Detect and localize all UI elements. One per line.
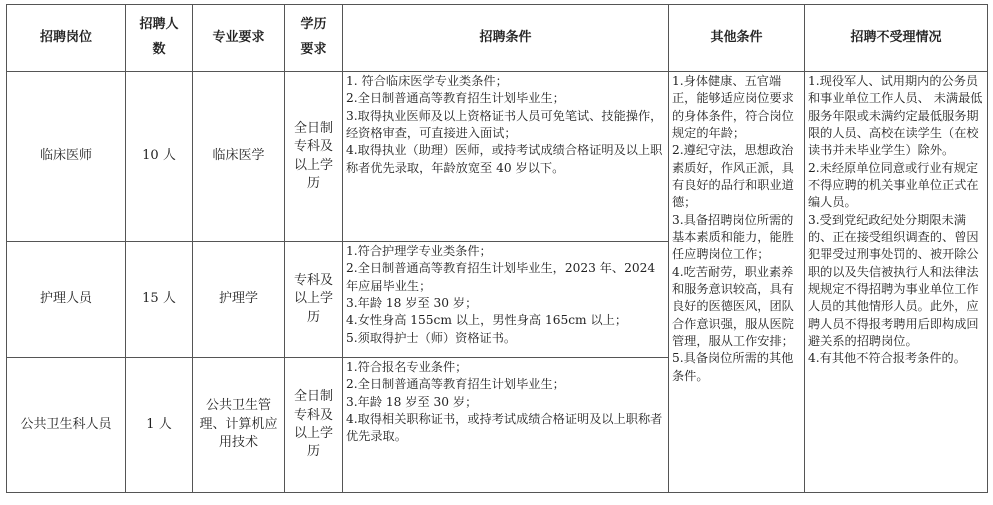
rejection-item: 1.现役军人、试用期内的公务员和事业单位工作人员、 未满最低服务年限或未满约定最低服务期限的人员、高校在读学生（在校读书并未毕业学生）除外。	[808, 74, 983, 158]
condition-item: 3.年龄 18 岁至 30 岁；	[346, 295, 478, 310]
conditions-cell	[343, 358, 669, 493]
conditions-cell	[343, 72, 669, 242]
header-edu-line1: 学历	[300, 17, 327, 33]
rejection-cell	[805, 72, 988, 493]
header-edu-line2: 要求	[300, 42, 327, 57]
position-cell: 公共卫生科人员	[7, 358, 126, 493]
education-cell: 全日制专科及以上学历	[285, 358, 343, 493]
condition-item: 3.年龄 18 岁至 30 岁；	[346, 394, 478, 409]
table-row	[7, 72, 988, 242]
condition-item: 1.符合报名专业条件；	[346, 360, 468, 374]
condition-item: 3.取得执业医师及以上资格证书人员可免笔试、技能操作，经资格审查，可直接进入面试；	[346, 108, 663, 140]
position-cell: 护理人员	[7, 242, 126, 358]
header-rejection: 招聘不受理情况	[805, 5, 988, 72]
condition-item: 4.取得相关职称证书，或持考试成绩合格证明及以上职称者优先录取。	[346, 411, 663, 444]
condition-item: 4.女性身高 155cm 以上，男性身高 165cm 以上；	[346, 313, 628, 328]
education-cell: 专科及以上学历	[285, 242, 343, 358]
header-education	[285, 5, 343, 72]
other-condition-item: 4.吃苦耐劳，职业素养和服务意识较高，具有良好的医德医风，团队合作意识强，服从医院管理，服从工作安排；	[672, 264, 794, 348]
other-condition-item: 5.具备岗位所需的其他条件。	[672, 351, 794, 383]
other-condition-item: 3.具备招聘岗位所需的基本素质和能力，能胜任应聘岗位工作；	[672, 212, 794, 262]
other-condition-item: 2.遵纪守法，思想政治素质好，作风正派，具有良好的品行和职业道德；	[672, 143, 794, 210]
header-count-line1: 招聘人	[139, 17, 179, 33]
recruitment-table	[6, 4, 988, 493]
rejection-item: 2.未经原单位同意或行业有规定不得应聘的机关事业单位正式在编人员。	[808, 160, 979, 210]
other-conditions-cell	[669, 72, 805, 493]
header-other: 其他条件	[669, 5, 805, 72]
condition-item: 2.全日制普通高等教育招生计划毕业生；	[346, 377, 565, 392]
header-count-line2: 数	[152, 42, 166, 57]
position-cell: 临床医师	[7, 72, 126, 242]
major-cell: 公共卫生管理、计算机应用技术	[193, 358, 285, 493]
condition-item: 1. 符合临床医学专业类条件；	[346, 74, 508, 88]
header-conditions: 招聘条件	[343, 5, 669, 72]
header-row	[7, 5, 988, 72]
condition-item: 1.符合护理学专业类条件；	[346, 244, 492, 258]
count-cell: 10 人	[126, 72, 193, 242]
education-cell: 全日制专科及以上学历	[285, 72, 343, 242]
condition-item: 2.全日制普通高等教育招生计划毕业生；	[346, 91, 565, 106]
condition-item: 5.须取得护士（师）资格证书。	[346, 330, 517, 345]
major-cell: 临床医学	[193, 72, 285, 242]
header-major: 专业要求	[193, 5, 285, 72]
header-count	[126, 5, 193, 72]
condition-item: 2.全日制普通高等教育招生计划毕业生，2023 年、2024 年应届毕业生；	[346, 261, 656, 293]
count-cell: 15 人	[126, 242, 193, 358]
conditions-cell	[343, 242, 669, 358]
count-cell: 1 人	[126, 358, 193, 493]
major-cell: 护理学	[193, 242, 285, 358]
other-condition-item: 1.身体健康、五官端正，能够适应岗位要求的身体条件，符合岗位规定的年龄；	[672, 74, 794, 140]
condition-item: 4.取得执业（助理）医师，或持考试成绩合格证明及以上职称者优先录取，年龄放宽至 40 岁以下。	[346, 143, 663, 175]
rejection-item: 3.受到党纪政纪处分期限未满的、正在接受组织调查的、曾因犯罪受过刑事处罚的、被开除公职的以及失信被执行人和法律法规规定不得招聘为事业单位工作人员的其他情形人员。此外，应聘人员不得报考聘用后即构成回避关系的招聘岗位。	[808, 212, 979, 348]
header-position: 招聘岗位	[7, 5, 126, 72]
rejection-item: 4.有其他不符合报考条件的。	[808, 351, 966, 366]
